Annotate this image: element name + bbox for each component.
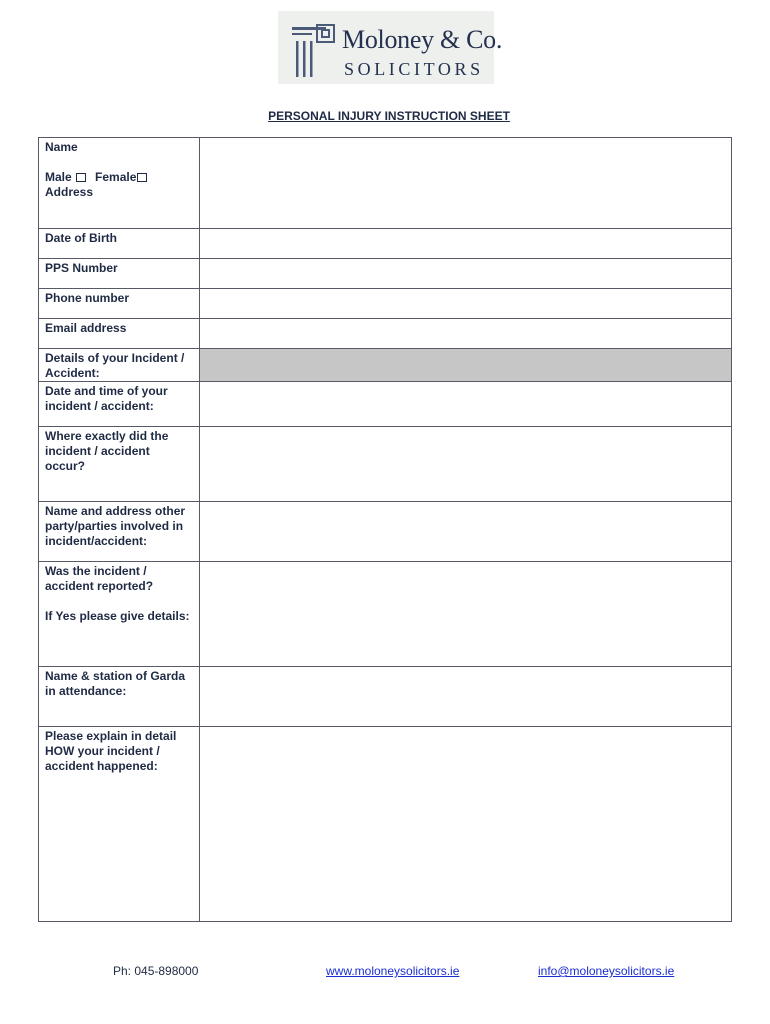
explain-field[interactable] bbox=[200, 727, 732, 922]
form-row-phone bbox=[39, 289, 732, 319]
form-row-other-party bbox=[39, 502, 732, 562]
where-label: Where exactly did the incident / accident occur? bbox=[39, 427, 200, 502]
name-address-field[interactable] bbox=[200, 138, 732, 229]
details-header-label: Details of your Incident / Accident: bbox=[39, 349, 200, 382]
other-party-label: Name and address other party/parties involved in incident/accident: bbox=[39, 502, 200, 562]
footer-website-link[interactable]: www.moloneysolicitors.ie bbox=[326, 964, 460, 978]
address-label: Address bbox=[45, 185, 94, 199]
form-row-explain bbox=[39, 727, 732, 922]
date-time-field[interactable] bbox=[200, 382, 732, 427]
label-cell bbox=[39, 562, 200, 667]
dob-label: Date of Birth bbox=[39, 229, 200, 259]
email-label: Email address bbox=[39, 319, 200, 349]
company-logo bbox=[278, 11, 503, 84]
form-row-details-header bbox=[39, 349, 732, 382]
phone-label: Phone number bbox=[39, 289, 200, 319]
form-row-name-address bbox=[39, 138, 732, 229]
email-field[interactable] bbox=[200, 319, 732, 349]
pillar-icon bbox=[278, 11, 338, 84]
form-row-reported bbox=[39, 562, 732, 667]
garda-label: Name & station of Garda in attendance: bbox=[39, 667, 200, 727]
instruction-form bbox=[38, 137, 732, 922]
explain-label: Please explain in detail HOW your incident / accident happened: bbox=[39, 727, 200, 922]
date-time-label: Date and time of your incident / accident: bbox=[39, 382, 200, 427]
pps-field[interactable] bbox=[200, 259, 732, 289]
label-cell bbox=[39, 138, 200, 229]
male-label: Male bbox=[45, 170, 72, 184]
form-row-date-time bbox=[39, 382, 732, 427]
phone-field[interactable] bbox=[200, 289, 732, 319]
form-row-email bbox=[39, 319, 732, 349]
garda-field[interactable] bbox=[200, 667, 732, 727]
footer-phone: Ph: 045-898000 bbox=[113, 964, 199, 978]
logo-subtitle: SOLICITORS bbox=[344, 59, 484, 79]
name-label: Name bbox=[45, 140, 78, 154]
details-header-shaded bbox=[200, 349, 732, 382]
other-party-field[interactable] bbox=[200, 502, 732, 562]
female-checkbox[interactable] bbox=[137, 173, 147, 182]
male-checkbox[interactable] bbox=[76, 173, 86, 182]
gender-options bbox=[45, 170, 193, 185]
form-row-garda bbox=[39, 667, 732, 727]
dob-field[interactable] bbox=[200, 229, 732, 259]
form-row-pps bbox=[39, 259, 732, 289]
reported-field[interactable] bbox=[200, 562, 732, 667]
where-field[interactable] bbox=[200, 427, 732, 502]
pps-label: PPS Number bbox=[39, 259, 200, 289]
if-yes-label: If Yes please give details: bbox=[45, 609, 190, 623]
form-row-where bbox=[39, 427, 732, 502]
footer-email-link[interactable]: info@moloneysolicitors.ie bbox=[538, 964, 675, 978]
logo-name: Moloney & Co. bbox=[342, 25, 503, 54]
page-title: PERSONAL INJURY INSTRUCTION SHEET bbox=[268, 109, 510, 123]
form-row-dob bbox=[39, 229, 732, 259]
female-label: Female bbox=[95, 170, 137, 184]
reported-label: Was the incident / accident reported? bbox=[45, 564, 154, 593]
